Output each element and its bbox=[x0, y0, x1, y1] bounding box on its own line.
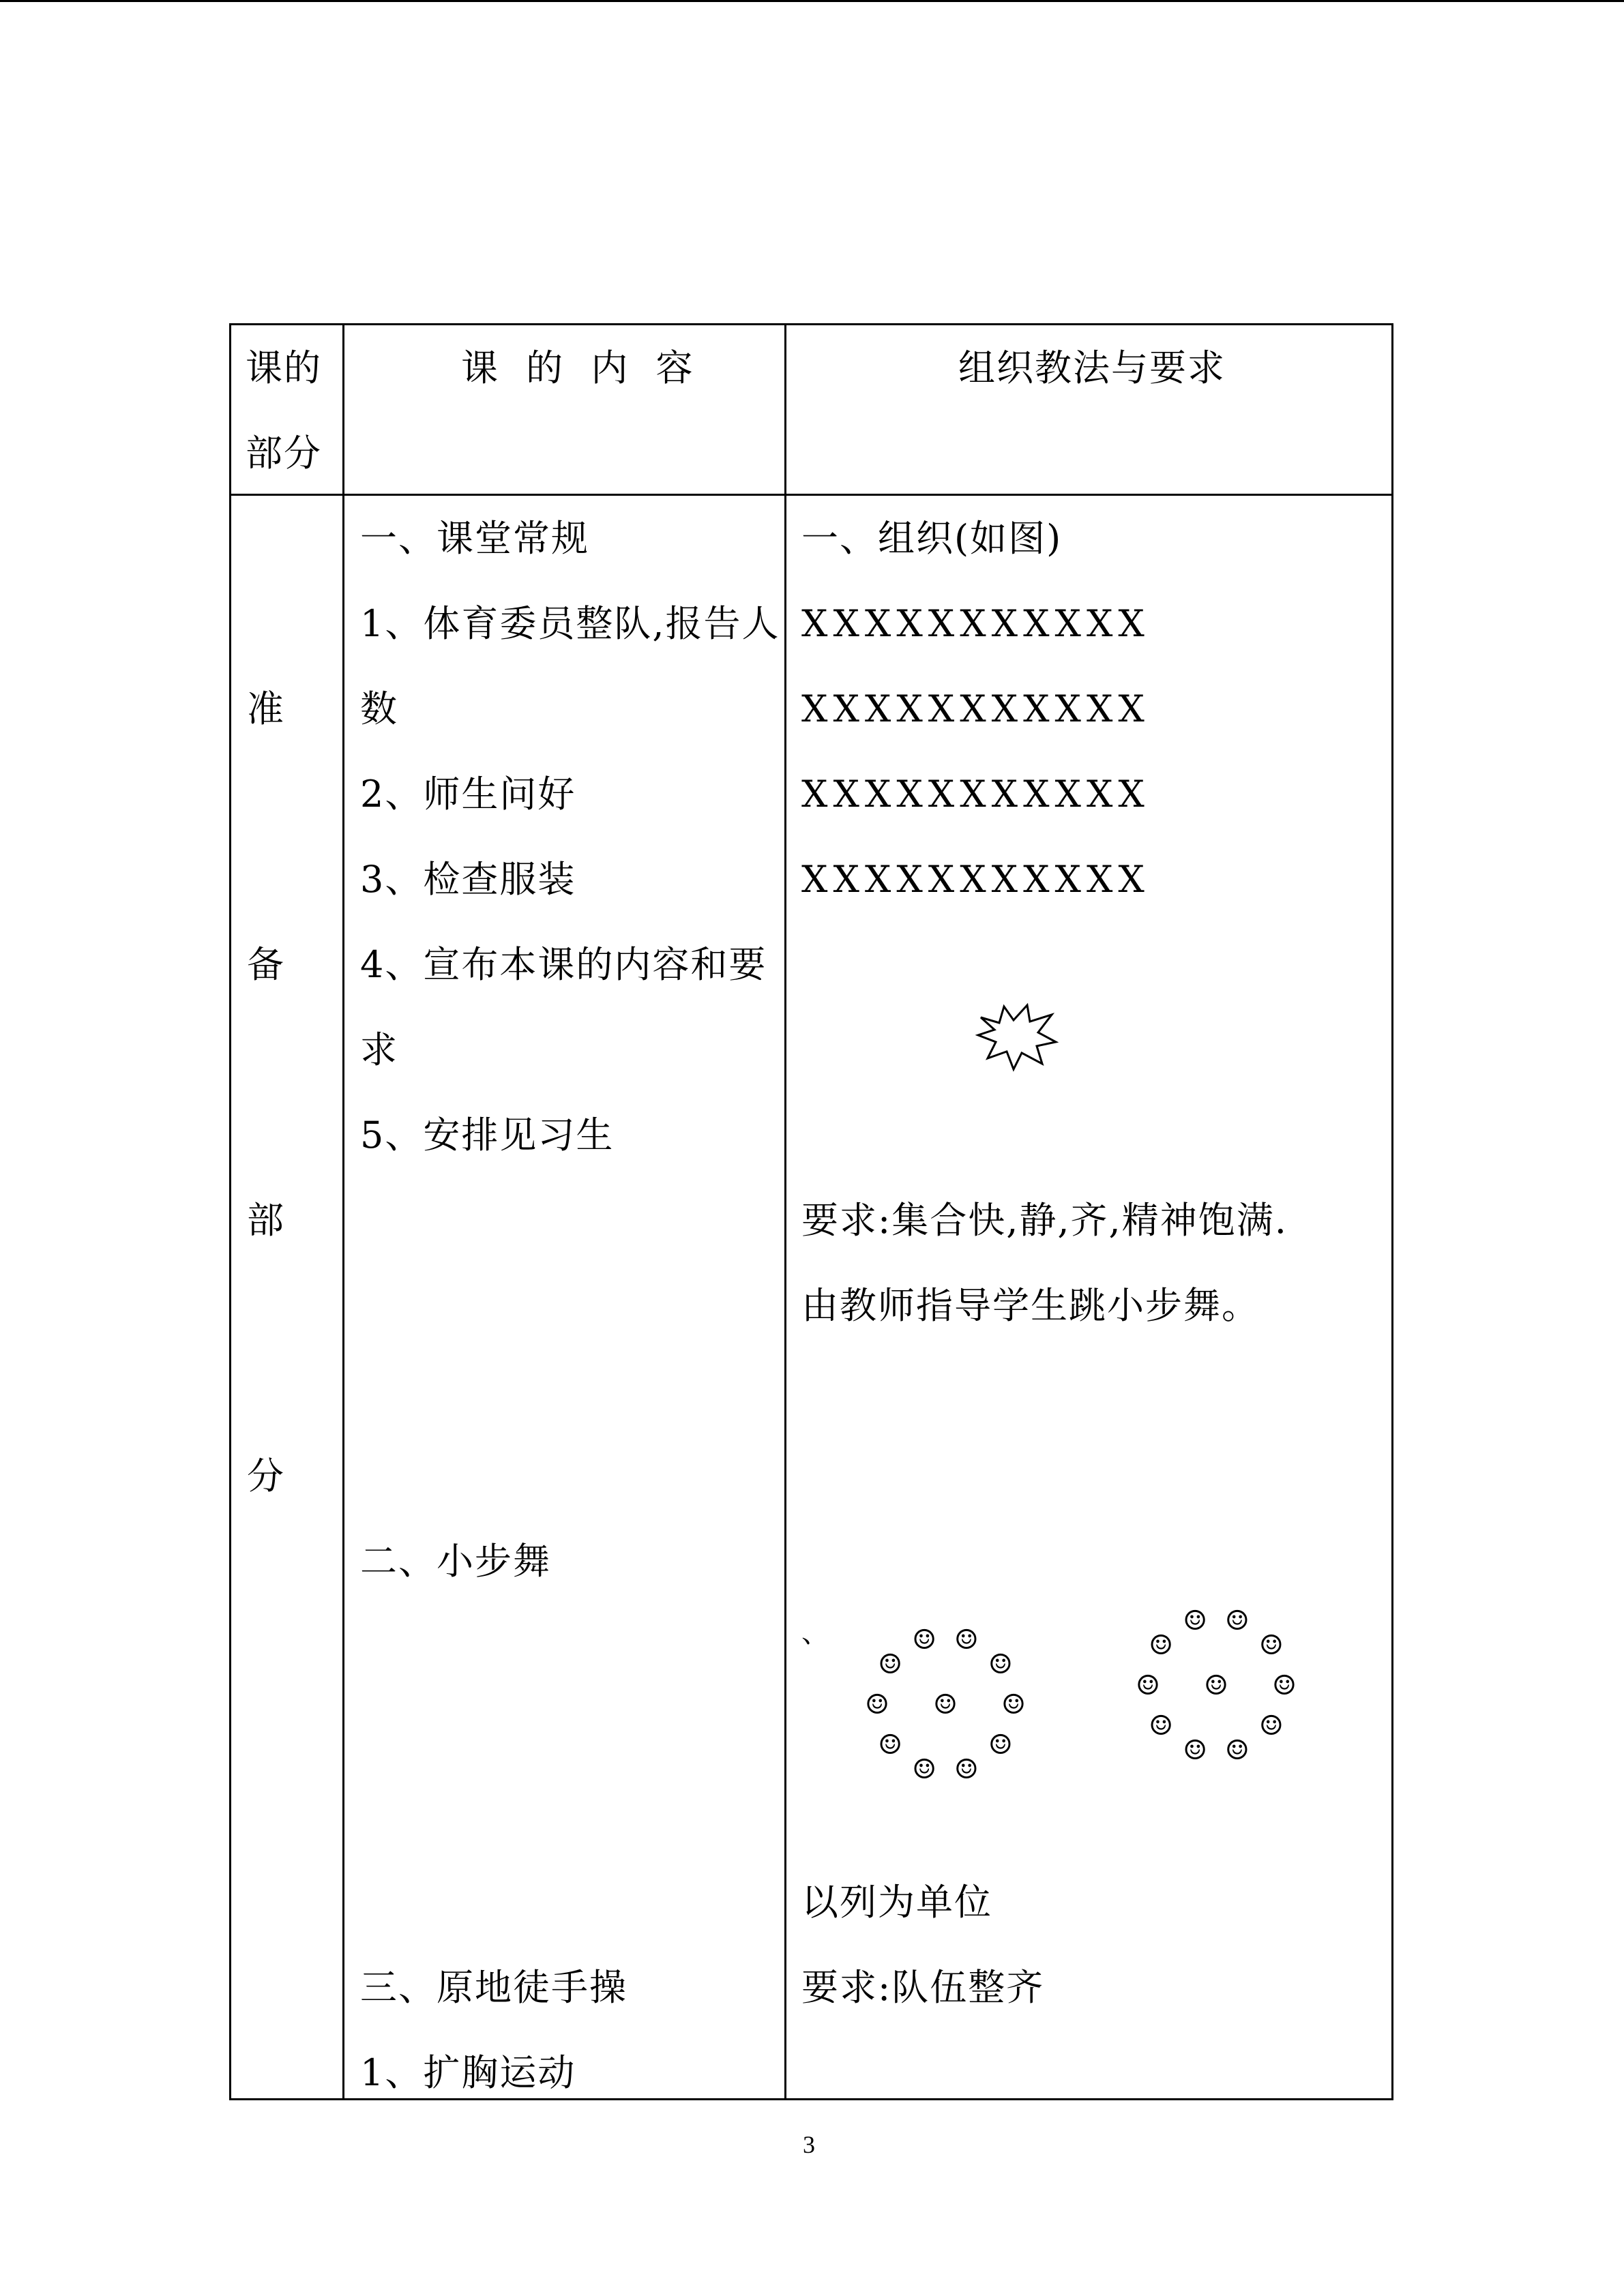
formation-row: XXXXXXXXXXX bbox=[801, 773, 1150, 816]
content-item: 数 bbox=[360, 687, 398, 730]
header-part-line2: 部分 bbox=[246, 432, 322, 475]
content-item: 2、师生问好 bbox=[360, 773, 576, 816]
page-number: 3 bbox=[803, 2131, 815, 2158]
student-smiley-icon: ☺ bbox=[954, 1624, 979, 1656]
page-top-border bbox=[0, 0, 1624, 2]
student-smiley-icon: ☺ bbox=[1272, 1670, 1297, 1701]
student-smiley-icon: ☺ bbox=[988, 1729, 1013, 1761]
table-bottom-border bbox=[229, 2098, 1393, 2100]
table-column-divider-2 bbox=[784, 323, 786, 2100]
student-smiley-icon: ☺ bbox=[1149, 1630, 1173, 1662]
teacher-star-icon bbox=[975, 1002, 1061, 1071]
student-smiley-icon: ☺ bbox=[954, 1754, 979, 1786]
table-right-border bbox=[1391, 323, 1393, 2100]
student-smiley-icon: ☺ bbox=[1258, 1710, 1284, 1742]
method-unit: 以列为单位 bbox=[801, 1881, 992, 1924]
student-smiley-icon: ☺ bbox=[1183, 1735, 1207, 1767]
content-item: 二、小步舞 bbox=[360, 1540, 551, 1583]
table-column-divider-1 bbox=[342, 323, 344, 2100]
student-smiley-icon: ☺ bbox=[878, 1649, 902, 1681]
formation-row: XXXXXXXXXXX bbox=[801, 858, 1150, 901]
content-item: 求 bbox=[360, 1028, 398, 1071]
method-guidance: 由教师指导学生跳小步舞。 bbox=[801, 1284, 1260, 1327]
student-smiley-icon: ☺ bbox=[1183, 1605, 1207, 1637]
content-item: 5、安排见习生 bbox=[360, 1114, 615, 1157]
content-item: 1、扩胸运动 bbox=[360, 2051, 576, 2094]
student-smiley-icon: ☺ bbox=[1149, 1710, 1173, 1742]
student-smiley-icon: ☺ bbox=[865, 1689, 889, 1720]
student-smiley-icon: ☺ bbox=[1224, 1735, 1250, 1767]
method-requirement-2: 要求:队伍整齐 bbox=[801, 1966, 1045, 2009]
part-label-char-1: 准 bbox=[247, 687, 285, 730]
table-top-border bbox=[229, 323, 1393, 325]
header-part-line1: 课的 bbox=[246, 346, 322, 389]
part-label-char-3: 部 bbox=[247, 1199, 285, 1242]
method-org-title: 一、组织(如图) bbox=[801, 517, 1063, 560]
content-item: 1、体育委员整队,报告人 bbox=[360, 602, 780, 645]
student-smiley-icon: ☺ bbox=[1224, 1605, 1250, 1637]
method-requirement-1: 要求:集合快,静,齐,精神饱满. bbox=[801, 1199, 1288, 1242]
header-content: 课 的 内 容 bbox=[461, 346, 701, 389]
content-item: 一、课堂常规 bbox=[360, 517, 589, 560]
student-smiley-icon: ☺ bbox=[1136, 1670, 1160, 1701]
header-method: 组织教法与要求 bbox=[958, 346, 1226, 389]
student-smiley-icon: ☺ bbox=[1001, 1689, 1026, 1720]
part-label-char-2: 备 bbox=[247, 943, 285, 986]
student-smiley-icon: ☺ bbox=[1258, 1630, 1284, 1662]
table-header-divider bbox=[229, 494, 1393, 496]
formation-row: XXXXXXXXXXX bbox=[801, 687, 1150, 730]
student-smiley-icon: ☺ bbox=[988, 1649, 1013, 1681]
formation-row: XXXXXXXXXXX bbox=[801, 602, 1150, 645]
student-smiley-icon: ☺ bbox=[1204, 1670, 1228, 1701]
student-smiley-icon: ☺ bbox=[933, 1689, 958, 1720]
content-item: 三、原地徒手操 bbox=[360, 1966, 628, 2009]
table-left-border bbox=[229, 323, 231, 2100]
student-smiley-icon: ☺ bbox=[912, 1624, 936, 1656]
content-item: 3、检查服装 bbox=[360, 858, 576, 901]
stray-mark: 、 bbox=[801, 1617, 830, 1649]
part-label-char-4: 分 bbox=[247, 1455, 285, 1497]
student-smiley-icon: ☺ bbox=[912, 1754, 936, 1786]
content-item: 4、宣布本课的内容和要 bbox=[360, 943, 767, 986]
student-smiley-icon: ☺ bbox=[878, 1729, 902, 1761]
